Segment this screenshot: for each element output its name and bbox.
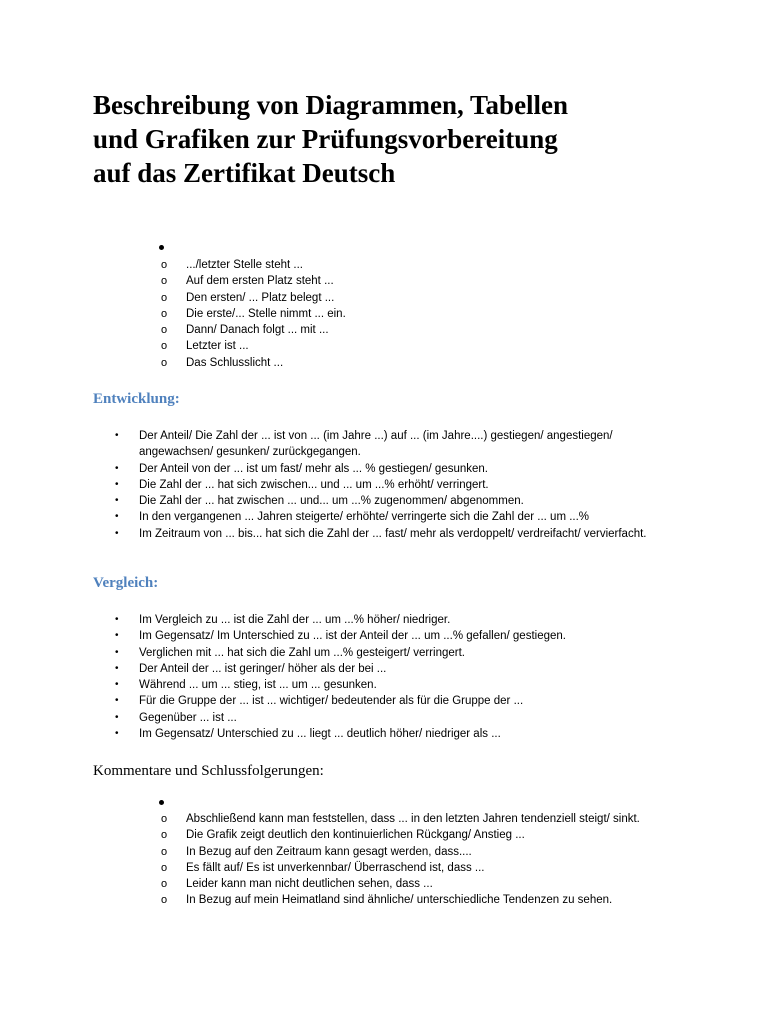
bullet-icon: • — [115, 511, 119, 523]
circle-marker-icon: o — [161, 307, 168, 320]
bullet-icon: • — [115, 711, 119, 723]
list-item: • Während ... um ... stieg, ist ... um ... gesunken. — [139, 677, 684, 693]
circle-marker-icon: o — [161, 275, 168, 288]
list-item: o Letzter ist ... — [186, 338, 686, 354]
title-line-3: auf das Zertifikat Deutsch — [93, 158, 396, 188]
list-item: o Es fällt auf/ Es ist unverkennbar/ Überraschend ist, dass ... — [186, 860, 686, 876]
circle-marker-icon: o — [161, 356, 168, 369]
document-title — [93, 88, 693, 190]
bullet-icon: • — [115, 646, 119, 658]
list-item: • Die Zahl der ... hat zwischen ... und... um ...% zugenommen/ abgenommen. — [139, 493, 684, 509]
list-item: o Auf dem ersten Platz steht ... — [186, 273, 686, 289]
bullet-icon: • — [115, 728, 119, 740]
bullet-icon: • — [115, 662, 119, 674]
list-item: • Im Vergleich zu ... ist die Zahl der ... um ...% höher/ niedriger. — [139, 612, 684, 628]
list-item: o Die Grafik zeigt deutlich den kontinuierlichen Rückgang/ Anstieg ... — [186, 827, 686, 843]
bullet-icon: • — [115, 527, 119, 539]
list-item: • Die Zahl der ... hat sich zwischen... und ... um ...% erhöht/ verringert. — [139, 477, 684, 493]
bullet-icon: • — [115, 614, 119, 625]
list-item: o Dann/ Danach folgt ... mit ... — [186, 322, 686, 338]
list-item: o Die erste/... Stelle nimmt ... ein. — [186, 306, 686, 322]
list-item: o In Bezug auf den Zeitraum kann gesagt werden, dass.... — [186, 844, 686, 860]
circle-marker-icon: o — [161, 324, 168, 337]
circle-marker-icon: o — [161, 894, 168, 907]
list-item: • Gegenüber ... ist ... — [139, 710, 684, 726]
kommentare-list — [161, 811, 686, 909]
circle-marker-icon: o — [161, 845, 168, 858]
circle-marker-icon: o — [161, 829, 168, 842]
bullet-icon: • — [115, 695, 119, 707]
list-item: • Der Anteil der ... ist geringer/ höher als der bei ... — [139, 661, 684, 677]
bullet-icon: • — [115, 430, 119, 441]
circle-marker-icon: o — [161, 878, 168, 891]
bullet-icon: • — [115, 679, 119, 691]
list-item: • Für die Gruppe der ... ist ... wichtiger/ bedeutender als für die Gruppe der ... — [139, 693, 684, 709]
list-item: o Leider kann man nicht deutlichen sehen, dass ... — [186, 876, 686, 892]
circle-marker-icon: o — [161, 259, 168, 271]
list-bullet-icon — [159, 245, 164, 250]
list-item: o Das Schlusslicht ... — [186, 355, 686, 371]
section-heading-vergleich: Vergleich: — [93, 575, 159, 591]
list-item: • Der Anteil/ Die Zahl der ... ist von ... (im Jahre ...) auf ... (im Jahre....) gestiegen/ angestiegen/ angewachsen/ gesunken/ zurückgegangen. — [115, 430, 613, 459]
title-line-2: und Grafiken zur Prüfungsvorbereitung — [93, 124, 558, 154]
bullet-icon: • — [115, 495, 119, 507]
list-item: • Der Anteil von der ... ist um fast/ mehr als ... % gestiegen/ gesunken. — [139, 461, 684, 477]
list-item: • Verglichen mit ... hat sich die Zahl um ...% gesteigert/ verringert. — [139, 645, 684, 661]
bullet-icon: • — [115, 630, 119, 642]
list-item: • Im Gegensatz/ Unterschied zu ... liegt ... deutlich höher/ niedriger als ... — [139, 726, 684, 742]
bullet-icon: • — [115, 478, 119, 490]
list-item: • Im Zeitraum von ... bis... hat sich die Zahl der ... fast/ mehr als verdoppelt/ verdreifacht/ vervierfacht. — [139, 526, 684, 542]
entwicklung-list — [115, 428, 684, 542]
list-item: o Abschließend kann man feststellen, dass ... in den letzten Jahren tendenziell steigt/ sinkt. — [186, 811, 686, 827]
circle-marker-icon: o — [161, 291, 168, 304]
section-heading-entwicklung: Entwicklung: — [93, 391, 180, 407]
circle-marker-icon: o — [161, 813, 168, 825]
section-heading-kommentare: Kommentare und Schlussfolgerungen: — [93, 763, 324, 779]
list-item: o .../letzter Stelle steht ... — [186, 257, 686, 273]
circle-marker-icon: o — [161, 861, 168, 874]
list-item: o In Bezug auf mein Heimatland sind ähnliche/ unterschiedliche Tendenzen zu sehen. — [186, 892, 686, 908]
title-line-1: Beschreibung von Diagrammen, Tabellen — [93, 90, 569, 120]
list-item: o Den ersten/ ... Platz belegt ... — [186, 290, 686, 306]
list-bullet-icon — [159, 800, 164, 805]
circle-marker-icon: o — [161, 340, 168, 353]
bullet-icon: • — [115, 462, 119, 474]
ranking-list — [161, 257, 686, 371]
vergleich-list — [115, 612, 684, 742]
list-item: • Im Gegensatz/ Im Unterschied zu ... ist der Anteil der ... um ...% gefallen/ gestiegen. — [139, 628, 684, 644]
list-item: • In den vergangenen ... Jahren steigerte/ erhöhte/ verringerte sich die Zahl der ... um ...% — [139, 509, 684, 525]
